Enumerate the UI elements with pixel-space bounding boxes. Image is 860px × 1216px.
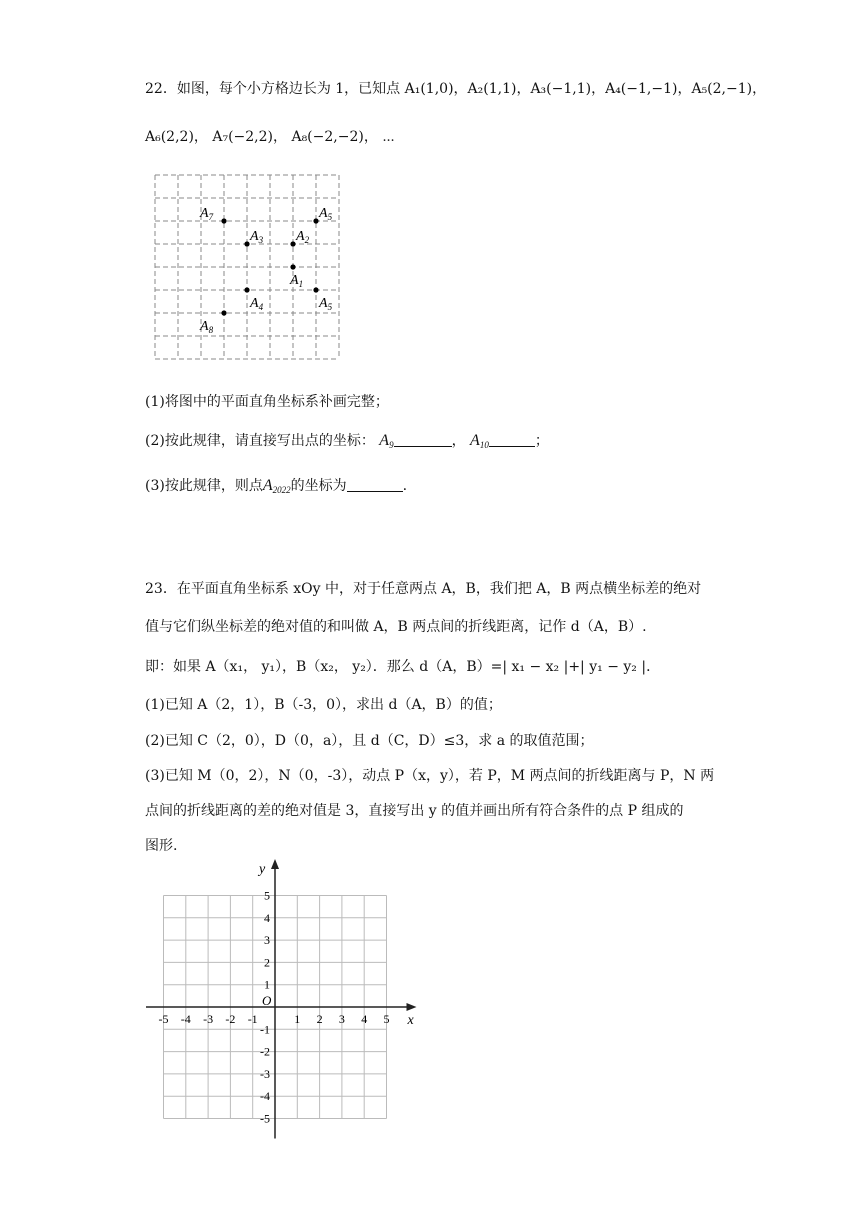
x-tick-label: 4 (361, 1012, 368, 1026)
q22-part1: (1)将图中的平面直角坐标系补画完整； (145, 394, 389, 410)
y-tick-label: -4 (260, 1089, 270, 1104)
x-tick-label: 5 (383, 1012, 390, 1026)
q22-a2022-symbol: $A_{2022}$ (262, 477, 291, 495)
q22-part3-mid: 的坐标为 (290, 478, 347, 494)
x-axis-label: x (407, 1013, 414, 1028)
x-tick-label: -3 (203, 1012, 214, 1026)
point-a5-dot (313, 287, 318, 292)
x-axis-arrow-icon (407, 1003, 417, 1011)
q22-a10-symbol: $A_{10}$ (470, 432, 489, 450)
x-tick-label: 2 (316, 1012, 323, 1026)
y-tick-label: 2 (264, 955, 270, 970)
q22-part2-end: ； (534, 433, 549, 449)
q23-part3-line3: 图形. (145, 838, 178, 854)
point-a7-label: $A_7$ (200, 206, 214, 222)
point-a5-label: $A_5$ (319, 206, 333, 222)
point-a8-label: $A_8$ (200, 319, 214, 335)
q22-grid-figure (150, 170, 350, 370)
q23-part1: (1)已知 A（2，1），B（-3，0），求出 d（A，B）的值； (145, 697, 502, 713)
q23-line1: 23．在平面直角坐标系 xOy 中，对于任意两点 A，B，我们把 A，B 两点横坐标差的绝对 (145, 581, 702, 597)
y-tick-label: 4 (264, 910, 270, 925)
y-axis-arrow-icon (271, 859, 279, 869)
point-a8-dot (221, 310, 226, 315)
origin-label: O (262, 993, 272, 1008)
x-tick-label: -2 (225, 1012, 236, 1026)
q22-line1: 22．如图，每个小方格边长为 1，已知点 A₁(1,0)，A₂(1,1)，A₃(−1,1)，A₄(−1,−1)，A₅(2,−1)， (145, 81, 767, 97)
y-tick-label: -3 (260, 1066, 270, 1081)
q22-part2-prefix: (2)按此规律，请直接写出点的坐标： (145, 433, 375, 449)
x-tick-label: 1 (294, 1012, 301, 1026)
x-tick-label: -5 (158, 1012, 169, 1026)
q22-part2-separator: ， (451, 433, 466, 449)
y-tick-label: 5 (264, 888, 270, 903)
q22-a9-symbol: $A_9$ (379, 432, 394, 450)
y-tick-label: -5 (260, 1111, 270, 1126)
point-a4-dot (244, 287, 249, 292)
q23-part3-line2: 点间的折线距离的差的绝对值是 3，直接写出 y 的值并画出所有符合条件的点 P 组成的 (145, 803, 684, 819)
q22-a2022-answer-blank[interactable] (347, 477, 403, 492)
y-tick-label: -1 (260, 1022, 270, 1037)
q22-part2 (145, 430, 549, 450)
q22-line2: A₆(2,2)， A₇(−2,2)， A₈(−2,−2)， ⋯ (145, 129, 395, 145)
q23-part2: (2)已知 C（2，0），D（0，a），且 d（C，D）≤3，求 a 的取值范围； (145, 733, 594, 749)
point-a3-label: $A_3$ (250, 229, 264, 245)
point-a5-dot (313, 218, 318, 223)
q22-part3 (145, 475, 407, 495)
q23-part3-line1: (3)已知 M（0，2），N（0，-3），动点 P（x，y），若 P，M 两点间的折线距离与 P，N 两 (145, 768, 715, 784)
point-a2-dot (290, 241, 295, 246)
y-axis-label: y (259, 862, 266, 877)
point-a5-label: $A_5$ (319, 296, 333, 312)
y-tick-label: -2 (260, 1044, 270, 1059)
x-tick-label: -1 (247, 1012, 258, 1026)
q22-a10-answer-blank[interactable] (489, 432, 535, 447)
y-tick-label: 3 (264, 933, 270, 948)
point-a4-label: $A_4$ (250, 296, 264, 312)
point-a7-dot (221, 218, 226, 223)
point-a1-dot (290, 264, 295, 269)
q23-coordinate-grid[interactable] (140, 855, 430, 1145)
y-tick-label: 1 (264, 977, 270, 992)
q23-line2: 值与它们纵坐标差的绝对值的和叫做 A，B 两点间的折线距离，记作 d（A，B）. (145, 619, 647, 635)
x-tick-label: -4 (180, 1012, 191, 1026)
x-tick-label: 3 (338, 1012, 345, 1026)
q23-line3: 即：如果 A（x₁， y₁），B（x₂， y₂）．那么 d（A，B）=| x₁ − x₂ |+| y₁ − y₂ |． (145, 659, 661, 675)
point-a3-dot (244, 241, 249, 246)
q22-part3-end: . (402, 478, 408, 494)
point-a1-label: $A_1$ (290, 273, 304, 289)
q22-part3-prefix: (3)按此规律，则点 (145, 478, 263, 494)
point-a2-label: $A_2$ (296, 229, 310, 245)
q22-a9-answer-blank[interactable] (394, 432, 452, 447)
